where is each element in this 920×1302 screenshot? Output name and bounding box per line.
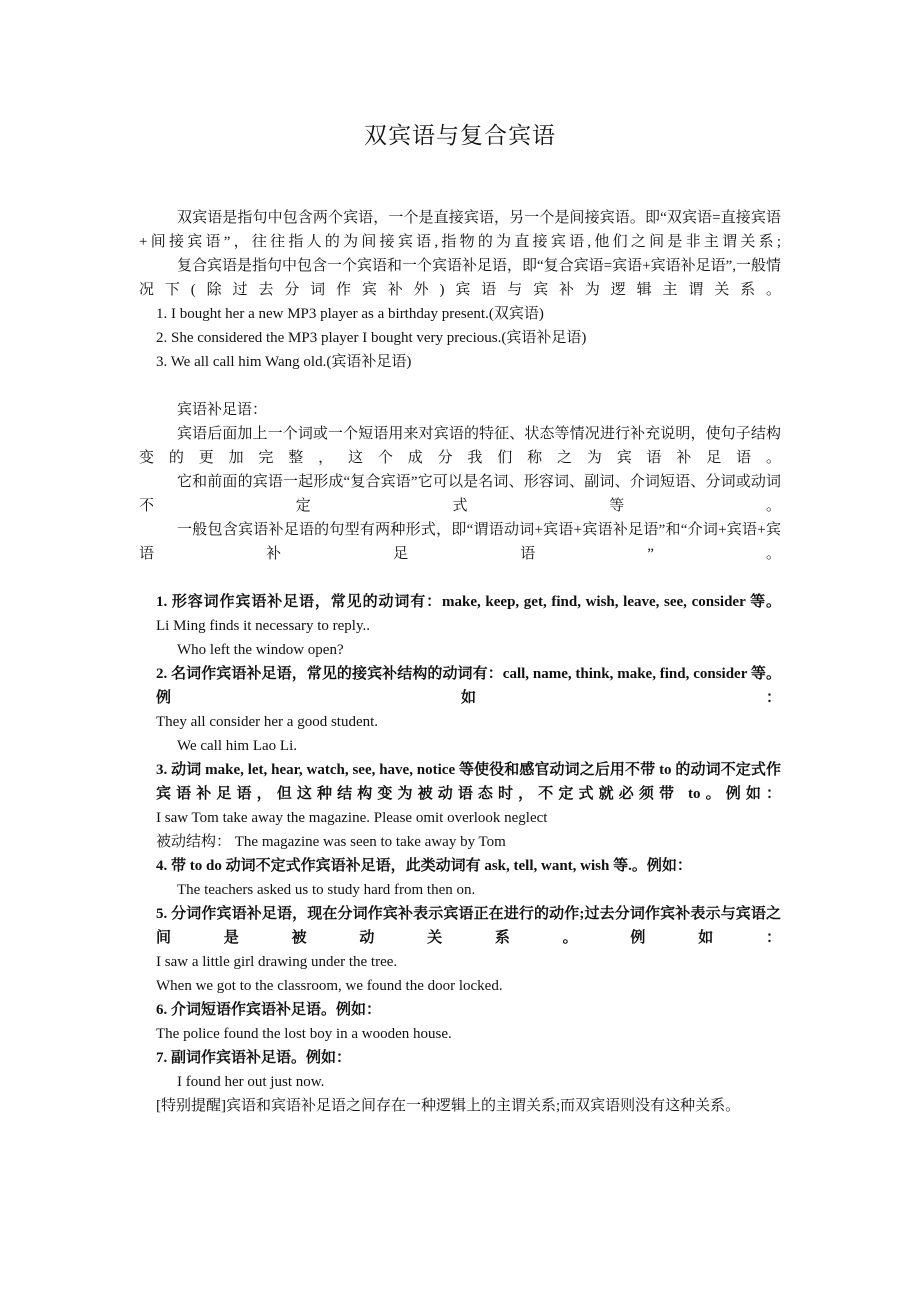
item-2-example-1: They all consider her a good student. bbox=[156, 714, 379, 730]
section-paragraph-patterns: 一般包含宾语补足语的句型有两种形式，即“谓语动词+宾语+宾语补足语”和“介词+宾语+宾语补足语”。 bbox=[139, 522, 781, 562]
item-4-example-1: The teachers asked us to study hard from then on. bbox=[177, 882, 476, 898]
item-3-example-1: I saw Tom take away the magazine. Please omit overlook neglect bbox=[156, 810, 548, 826]
document-body bbox=[139, 206, 781, 1118]
intro-example-3: 3. We all call him Wang old.(宾语补足语) bbox=[156, 354, 412, 370]
item-3-heading: 3. 动词 make, let, hear, watch, see, have, notice 等使役和感官动词之后用不带 to 的动词不定式作宾语补足语，但这种结构变为被动语态时，不定式就必须带 to。例如： bbox=[156, 762, 781, 802]
intro-paragraph-complex-object: 复合宾语是指句中包含一个宾语和一个宾语补足语，即“复合宾语=宾语+宾语补足语”,一般情况下(除过去分词作宾补外)宾语与宾补为逻辑主谓关系。 bbox=[139, 258, 781, 298]
spacer bbox=[139, 566, 781, 590]
intro-example-2: 2. She considered the MP3 player I bought very precious.(宾语补足语) bbox=[156, 330, 587, 346]
section-paragraph-definition: 宾语后面加上一个词或一个短语用来对宾语的特征、状态等情况进行补充说明，使句子结构变的更加完整，这个成分我们称之为宾语补足语。 bbox=[139, 426, 781, 466]
item-7-heading: 7. 副词作宾语补足语。例如： bbox=[156, 1050, 352, 1066]
item-5-example-1: I saw a little girl drawing under the tree. bbox=[156, 954, 398, 970]
item-1-example-1: Li Ming finds it necessary to reply.. bbox=[156, 618, 370, 634]
item-2-example-2: We call him Lao Li. bbox=[177, 738, 297, 754]
section-heading: 宾语补足语： bbox=[177, 402, 268, 418]
section-paragraph-forms: 它和前面的宾语一起形成“复合宾语”它可以是名词、形容词、副词、介词短语、分词或动词不定式等。 bbox=[139, 474, 781, 514]
item-6-heading: 6. 介词短语作宾语补足语。例如： bbox=[156, 1002, 382, 1018]
page-title: 双宾语与复合宾语 bbox=[364, 123, 556, 148]
intro-example-1: 1. I bought her a new MP3 player as a birthday present.(双宾语) bbox=[156, 306, 544, 322]
item-4-heading: 4. 带 to do 动词不定式作宾语补足语，此类动词有 ask, tell, want, wish 等.。例如： bbox=[156, 858, 692, 874]
item-5-heading: 5. 分词作宾语补足语，现在分词作宾补表示宾语正在进行的动作;过去分词作宾补表示与宾语之间是被动关系。例如： bbox=[156, 906, 781, 946]
item-5-example-2: When we got to the classroom, we found the door locked. bbox=[156, 978, 503, 994]
intro-paragraph-double-object: 双宾语是指句中包含两个宾语，一个是直接宾语，另一个是间接宾语。即“双宾语=直接宾语+间接宾语”，往往指人的为间接宾语,指物的为直接宾语,他们之间是非主谓关系; bbox=[139, 210, 781, 250]
item-3-example-2: 被动结构： The magazine was seen to take away by Tom bbox=[156, 834, 506, 850]
item-1-heading: 1. 形容词作宾语补足语，常见的动词有：make, keep, get, find, wish, leave, see, consider 等。 bbox=[156, 594, 781, 610]
item-7-example-1: I found her out just now. bbox=[177, 1074, 325, 1090]
special-note: [特别提醒]宾语和宾语补足语之间存在一种逻辑上的主谓关系;而双宾语则没有这种关系。 bbox=[156, 1098, 741, 1114]
item-1-example-2: Who left the window open? bbox=[177, 642, 344, 658]
item-6-example-1: The police found the lost boy in a wooden house. bbox=[156, 1026, 452, 1042]
item-2-heading: 2. 名词作宾语补足语，常见的接宾补结构的动词有：call, name, think, make, find, consider 等。例如： bbox=[156, 666, 781, 706]
spacer bbox=[139, 374, 781, 398]
